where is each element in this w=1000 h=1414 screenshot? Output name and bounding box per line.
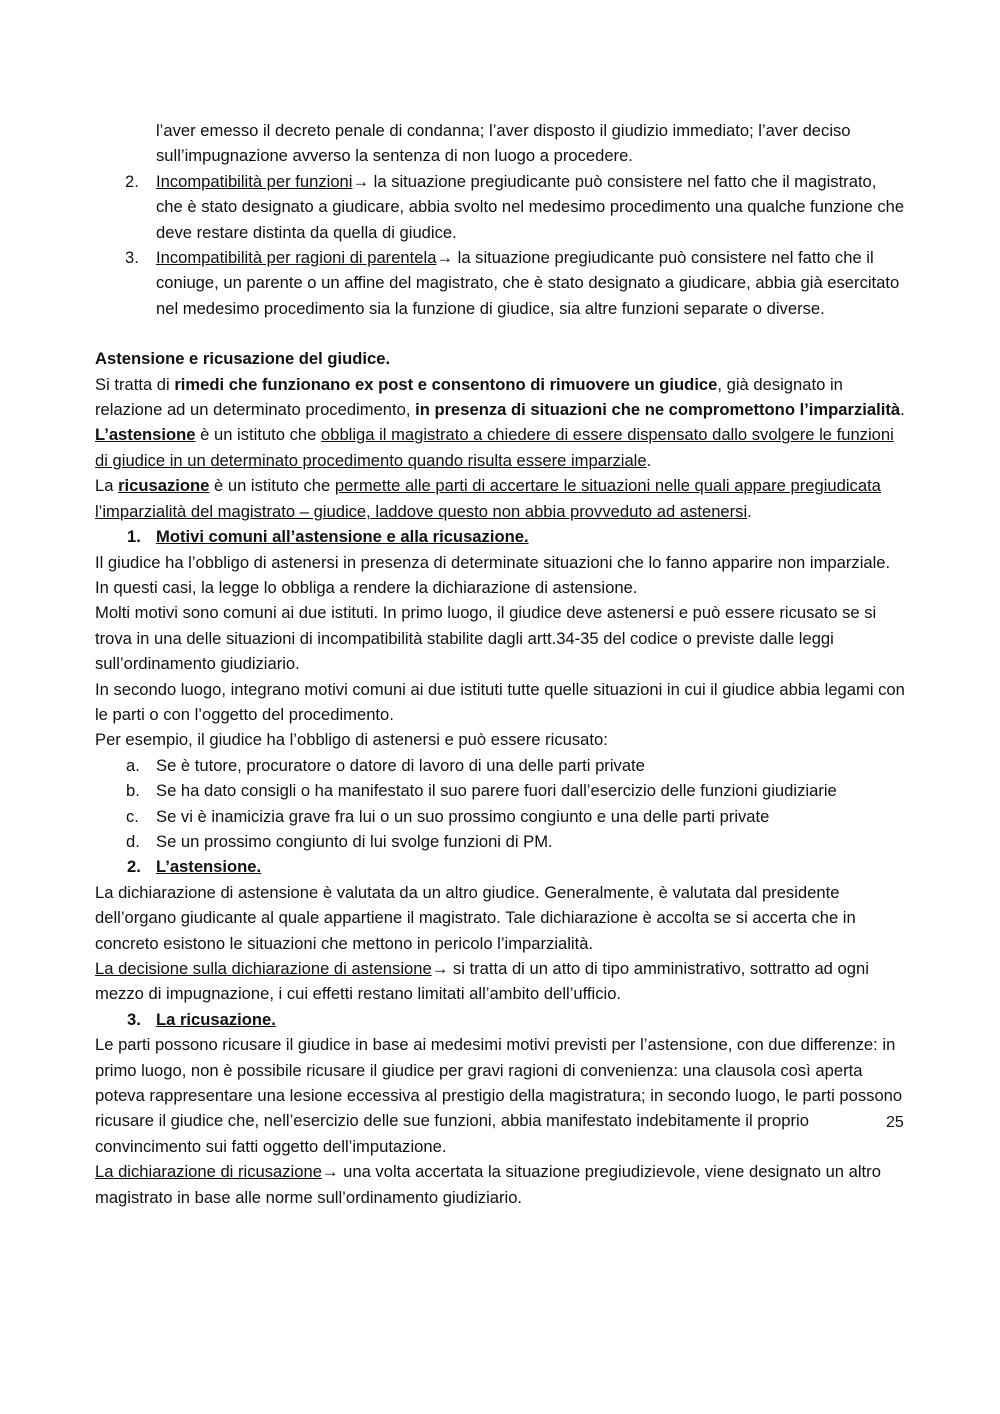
paragraph: Molti motivi sono comuni ai due istituti. In primo luogo, il giudice deve astenersi e può essere ricusato se si trova in una delle situazioni di incompatibilità stabilite dagli artt.34-35 del codice o previste dalle leggi sull’ordinamento giudiziario. <box>95 603 877 674</box>
document-page <box>95 118 907 1210</box>
list-item <box>95 169 907 245</box>
subsection-heading <box>95 1007 907 1032</box>
list-number: 2. <box>125 171 139 191</box>
list-number: 3. <box>127 1009 141 1029</box>
subsection-heading <box>95 524 907 549</box>
list-item-text: Se è tutore, procuratore o datore di lavoro di una delle parti private <box>156 755 645 775</box>
list-letter: b. <box>126 781 140 801</box>
arrow-icon: → <box>352 171 370 191</box>
arrow-icon: → <box>431 959 449 978</box>
section-heading: Astensione e ricusazione del giudice. <box>95 349 391 369</box>
paragraph: La ricusazione è un istituto che permette alle parti di accertare le situazioni nelle quali appare pregiudicata l’imparzialità del magistrato – giudice, laddove questo non abbia provveduto ad astenersi. <box>95 476 881 521</box>
paragraph: La dichiarazione di astensione è valutata da un altro giudice. Generalmente, è valutata dal presidente dell’organo giudicante al quale appartiene il magistrato. Tale dichiarazione è accolta se si accerta che in concreto esistono le situazioni che mettono in pericolo l’imparzialità. <box>95 882 856 953</box>
list-item <box>95 804 907 829</box>
list-letter: a. <box>126 755 140 775</box>
list-letter: c. <box>126 806 139 826</box>
list-item <box>95 245 907 321</box>
spacer <box>95 321 907 346</box>
paragraph: Le parti possono ricusare il giudice in base ai medesimi motivi previsti per l’astensione, con due differenze: in primo luogo, non è possibile ricusare il giudice per gravi ragioni di convenienza: una clausola così aperta poteva rappresentare una lesione eccessiva al prestigio della magistratura; in secondo luogo, le parti possono ricusare il giudice che, nell’esercizio delle sue funzioni, abbia manifestato indebitamente il proprio convincimento sui fatti oggetto dell’imputazione. <box>95 1035 903 1156</box>
underlined-term: La dichiarazione di ricusazione <box>95 1162 322 1182</box>
paragraph: Si tratta di rimedi che funzionano ex post e consentono di rimuovere un giudice, già designato in relazione ad un determinato procedimento, in presenza di situazioni che ne compromettono l’imparzialità. <box>95 374 905 420</box>
list-item-term: Incompatibilità per ragioni di parentela <box>156 248 437 268</box>
arrow-icon: → <box>321 1162 339 1182</box>
bold-text: rimedi che funzionano ex post e consentono di rimuovere un giudice <box>174 374 718 394</box>
list-item-text: la situazione pregiudicante può consistere nel fatto che il coniuge, un parente o un affine del magistrato, che è stato designato a giudicare, abbia già esercitato nel medesimo procedimento sia la funzione di giudice, sia altre funzioni separate o diverse. <box>156 248 900 318</box>
subsection-title: L’astensione. <box>156 857 262 877</box>
list-number: 3. <box>125 248 139 268</box>
term-ricusazione: ricusazione <box>118 476 210 496</box>
paragraph: In secondo luogo, integrano motivi comuni ai due istituti tutte quelle situazioni in cui il giudice abbia legami con le parti o con l’oggetto del procedimento. <box>95 679 905 724</box>
list-number: 1. <box>127 527 141 547</box>
arrow-icon: → <box>436 248 454 268</box>
list-item <box>95 753 907 778</box>
list-letter: d. <box>126 831 140 851</box>
list-item-continuation <box>95 118 907 169</box>
page-number: 25 <box>886 1114 904 1131</box>
subsection-title: Motivi comuni all’astensione e alla ricusazione. <box>156 527 529 547</box>
paragraph: L’astensione è un istituto che obbliga il magistrato a chiedere di essere dispensato dallo svolgere le funzioni di giudice in un determinato procedimento quando risulta essere imparziale. <box>95 425 894 470</box>
paragraph: Il giudice ha l’obbligo di astenersi in presenza di determinate situazioni che lo fanno apparire non imparziale. In questi casi, la legge lo obbliga a rendere la dichiarazione di astensione. <box>95 552 891 597</box>
list-item-text: Se vi è inamicizia grave fra lui o un suo prossimo congiunto e una delle parti private <box>156 806 770 826</box>
bold-text: in presenza di situazioni che ne compromettono l’imparzialità <box>415 400 901 420</box>
underlined-term: La decisione sulla dichiarazione di astensione <box>95 959 432 978</box>
paragraph: Per esempio, il giudice ha l’obbligo di astenersi e può essere ricusato: <box>95 730 608 750</box>
underlined-text: obbliga il magistrato a chiedere di essere dispensato dallo svolgere le funzioni di giudice in un determinato procedimento quando risulta essere imparziale <box>95 425 894 470</box>
list-item-term: Incompatibilità per funzioni <box>156 171 353 191</box>
term-astensione: L’astensione <box>95 425 196 445</box>
subsection-heading <box>95 854 907 879</box>
underlined-text: permette alle parti di accertare le situazioni nelle quali appare pregiudicata l’imparzialità del magistrato – giudice, laddove questo non abbia provveduto ad astenersi <box>95 476 881 521</box>
list-item <box>95 778 907 803</box>
paragraph: La dichiarazione di ricusazione→ una volta accertata la situazione pregiudizievole, viene designato un altro magistrato in base alle norme sull’ordinamento giudiziario. <box>95 1162 881 1207</box>
paragraph: La decisione sulla dichiarazione di astensione→ si tratta di un atto di tipo amministrativo, sottratto ad ogni mezzo di impugnazione, i cui effetti restano limitati all’ambito dell’ufficio. <box>95 959 869 1004</box>
list-item-text: l’aver emesso il decreto penale di condanna; l’aver disposto il giudizio immediato; l’aver deciso sull’impugnazione avverso la sentenza di non luogo a procedere. <box>156 121 851 166</box>
list-item <box>95 829 907 854</box>
list-number: 2. <box>127 857 141 877</box>
subsection-title: La ricusazione. <box>156 1009 276 1029</box>
list-item-text: Se un prossimo congiunto di lui svolge funzioni di PM. <box>156 831 553 851</box>
list-item-text: Se ha dato consigli o ha manifestato il suo parere fuori dall’esercizio delle funzioni giudiziarie <box>156 781 837 801</box>
list-item-text: la situazione pregiudicante può consistere nel fatto che il magistrato, che è stato designato a giudicare, abbia svolto nel medesimo procedimento una qualche funzione che deve restare distinta da quella di giudice. <box>156 171 905 242</box>
